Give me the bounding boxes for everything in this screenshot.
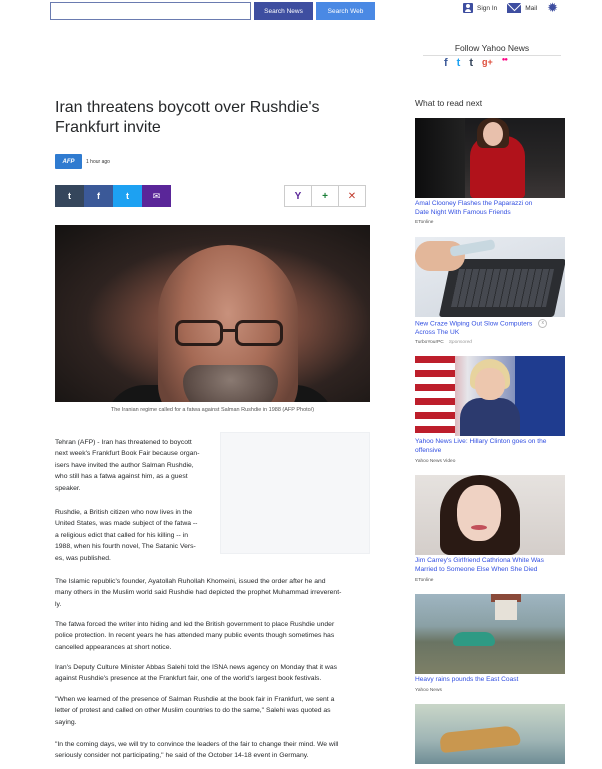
flickr-icon[interactable]: ●● <box>501 57 508 63</box>
share-bar <box>55 185 171 207</box>
ad-placeholder <box>220 432 370 554</box>
rail-thumbnail[interactable] <box>415 594 565 674</box>
search-news-button[interactable]: Search News <box>254 2 313 20</box>
rail-item-source: Yahoo News Video <box>415 459 456 464</box>
paragraph-4: The fatwa forced the writer into hiding and led the British government to place Rushdie under police protection. In recent years he has attended many public events though sometimes has cancelled appearances at short notice. <box>55 621 335 651</box>
yahoo-button[interactable]: Y <box>284 185 312 207</box>
twitter-icon[interactable]: t <box>456 57 461 69</box>
rail-item-title[interactable]: Heavy rains pounds the East Coast <box>415 676 519 683</box>
mail-icon <box>507 3 521 13</box>
share-tumblr-button[interactable]: t <box>55 185 84 207</box>
gear-icon[interactable]: ✹ <box>547 0 559 15</box>
paragraph-6: "When we learned of the presence of Salman Rushdie at the book fair in Frankfurt, we sent a letter of protest and called on other Muslim countries to do the same," Salehi was quoted as saying. <box>55 696 335 726</box>
follow-icons <box>444 57 507 69</box>
rail-thumbnail[interactable] <box>415 704 565 764</box>
facebook-icon[interactable]: f <box>444 57 448 69</box>
share-facebook-button[interactable]: f <box>84 185 113 207</box>
rail-thumbnail[interactable] <box>415 356 565 436</box>
google-plus-icon[interactable]: g+ <box>482 57 493 67</box>
sponsored-label: Sponsored <box>448 340 472 345</box>
rail-item-source: TurboYourPC Sponsored <box>415 340 472 345</box>
rail-item-title[interactable]: Yahoo News Live: Hillary Clinton goes on the offensive <box>415 438 547 454</box>
share-email-button[interactable]: ✉ <box>142 185 171 207</box>
paragraph-1: Tehran (AFP) - Iran has threatened to boycott next week's Frankfurt Book Fair because organ- isers have invited the author Salman Rushdie, who still has a fatwa against him, as a guest speaker. <box>55 439 200 492</box>
rail-item-title[interactable]: Amal Clooney Flashes the Paparazzi on Date Night With Famous Friends <box>415 200 533 216</box>
rail-item-title[interactable]: New Craze Wiping Out Slow Computers x Across The UK <box>415 319 567 337</box>
image-caption: The Iranian regime called for a fatwa against Salman Rushdie in 1988 (AFP Photo/) <box>110 407 315 413</box>
article-actions <box>285 185 366 207</box>
paragraph-7: "In the coming days, we will try to convince the leaders of the fair to change their mind. We will seriously consider not participating," he said of the October 14-18 event in Germany. <box>55 741 339 760</box>
signin-link[interactable] <box>463 3 497 13</box>
rail-item-source: Yahoo News <box>415 688 442 693</box>
close-button[interactable]: ✕ <box>338 185 366 207</box>
paragraph-3: The Islamic republic's founder, Ayatollah Ruhollah Khomeini, issued the order after he and many others in the Muslim world said Rushdie had depicted the prophet Muhammad irreverent- ly. <box>55 578 342 608</box>
rail-thumbnail[interactable] <box>415 118 565 198</box>
article-image <box>55 225 370 402</box>
paragraph-5: Iran's Deputy Culture Minister Abbas Salehi told the ISNA news agency on Monday that it was against Rushdie's presence at the Frankfurt fair, one of the world's largest book festivals. <box>55 664 338 683</box>
user-icon <box>463 3 473 13</box>
what-to-read-heading: What to read next <box>415 98 483 108</box>
follow-title: Follow Yahoo News <box>423 43 561 56</box>
search-web-button[interactable]: Search Web <box>316 2 375 20</box>
rail-item-title[interactable]: Jim Carrey's Girlfriend Cathriona White Was Married to Someone Else When She Died <box>415 557 544 573</box>
afp-logo[interactable]: AFP <box>55 154 82 169</box>
paragraph-2: Rushdie, a British citizen who now lives in the United States, was made subject of the fatwa -- a religious edict that called for his killing -- in 1988, when his fourth novel, The Satanic Vers- es, was published. <box>55 509 198 562</box>
mail-label: Mail <box>525 4 538 12</box>
share-twitter-button[interactable]: t <box>113 185 142 207</box>
signin-label: Sign In <box>477 4 498 12</box>
mail-link[interactable] <box>507 3 537 13</box>
tumblr-icon[interactable]: t <box>469 57 474 69</box>
header-links <box>463 0 559 15</box>
timestamp: 1 hour ago <box>86 159 110 165</box>
article-headline: Iran threatens boycott over Rushdie's Frankfurt invite <box>55 99 320 136</box>
search-input[interactable] <box>50 2 251 20</box>
rail-item-source: ETonline <box>415 220 434 225</box>
sponsored-close-icon[interactable]: x <box>538 319 547 328</box>
add-button[interactable]: + <box>311 185 339 207</box>
rail-thumbnail[interactable] <box>415 237 565 317</box>
rail-item-source: ETonline <box>415 578 434 583</box>
rail-thumbnail[interactable] <box>415 475 565 555</box>
